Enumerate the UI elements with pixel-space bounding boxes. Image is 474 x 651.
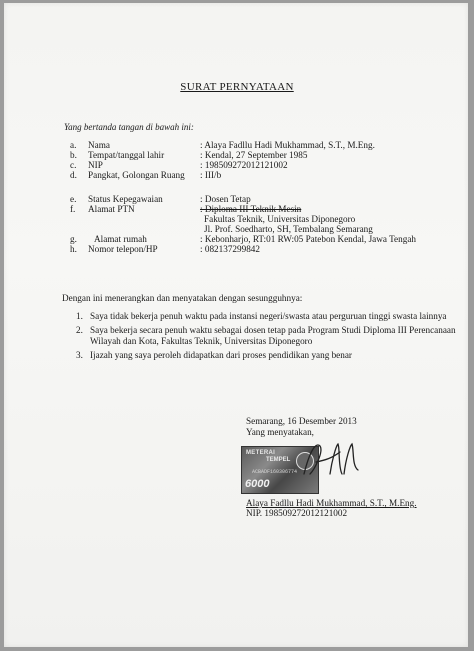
handwritten-signature — [300, 440, 362, 480]
field-index: d. — [70, 170, 77, 180]
field-row-nip — [58, 160, 468, 170]
field-label: Nama — [88, 140, 110, 150]
document-title: SURAT PERNYATAAN — [180, 81, 294, 93]
field-value: : III/b — [200, 170, 222, 180]
intro-text: Yang bertanda tangan di bawah ini: — [64, 122, 194, 132]
field-row-address-ptn-2 — [58, 214, 468, 224]
field-value: : Kendal, 27 September 1985 — [200, 150, 308, 160]
field-row-rank — [58, 170, 468, 180]
statement-text: Dengan ini menerangkan dan menyatakan dengan sesungguhnya: — [62, 293, 303, 303]
field-index: b. — [70, 150, 77, 160]
stamp-tempel-text: TEMPEL — [266, 457, 291, 463]
item-text: Ijazah yang saya peroleh didapatkan dari proses pendidikan yang benar — [90, 350, 352, 360]
list-item — [76, 311, 456, 322]
signer-nip: NIP. 198509272012121002 — [246, 508, 348, 518]
field-row-name — [58, 140, 468, 150]
signer-name: Alaya Fadllu Hadi Mukhammad, S.T., M.Eng. — [246, 498, 417, 508]
stamp-meterai-text: METERAI — [246, 450, 276, 456]
declarant-label: Yang menyatakan, — [246, 427, 314, 437]
field-row-birth — [58, 150, 468, 160]
field-row-status — [58, 194, 468, 204]
field-label: Tempat/tanggal lahir — [88, 150, 165, 160]
field-value: : Dosen Tetap — [200, 194, 251, 204]
list-item — [76, 350, 456, 361]
field-row-home-address — [58, 234, 468, 244]
field-index: a. — [70, 140, 77, 150]
item-number: 1. — [76, 311, 83, 321]
field-row-phone — [58, 244, 468, 254]
list-item — [76, 325, 456, 347]
declaration-list — [76, 311, 456, 364]
item-number: 3. — [76, 350, 83, 360]
item-text: Saya tidak bekerja penuh waktu pada instansi negeri/swasta atau perguruan tinggi swasta lainnya — [90, 311, 447, 321]
field-value: : Diploma III Teknik Mesin — [200, 204, 302, 214]
field-value: Jl. Prof. Soedharto, SH, Tembalang Semarang — [204, 224, 373, 234]
signature-header — [246, 416, 357, 438]
field-value: : Alaya Fadllu Hadi Mukhammad, S.T., M.Eng. — [200, 140, 375, 150]
field-label: Nomor telepon/HP — [88, 244, 158, 254]
field-value: Fakultas Teknik, Universitas Diponegoro — [204, 214, 356, 224]
field-value: : 198509272012121002 — [200, 160, 288, 170]
field-label: Pangkat, Golongan Ruang — [88, 170, 185, 180]
stamp-serial: ACBADF160306774 — [252, 469, 298, 475]
field-value: : Kebonharjo, RT:01 RW:05 Patebon Kendal, Jawa Tengah — [200, 234, 416, 244]
field-index: e. — [70, 194, 77, 204]
field-index: g. — [70, 234, 77, 244]
item-number: 2. — [76, 325, 83, 335]
identity-fields — [58, 140, 468, 254]
field-index: h. — [70, 244, 77, 254]
field-index: c. — [70, 160, 77, 170]
field-label: NIP — [88, 160, 103, 170]
field-label: Alamat rumah — [94, 234, 147, 244]
place-date: Semarang, 16 Desember 2013 — [246, 416, 357, 426]
field-label: Alamat PTN — [88, 204, 135, 214]
item-text: Saya bekerja secara penuh waktu sebagai dosen tetap pada Program Studi Diploma III Perencanaan Wilayah dan Kota, Fakultas Teknik, Universitas Diponegoro — [90, 325, 456, 346]
field-row-address-ptn-3 — [58, 224, 468, 234]
field-label: Status Kepegawaian — [88, 194, 163, 204]
field-value: : 082137299842 — [200, 244, 260, 254]
field-index: f. — [70, 204, 76, 214]
stamp-amount: 6000 — [245, 478, 270, 490]
field-row-address-ptn — [58, 204, 468, 214]
